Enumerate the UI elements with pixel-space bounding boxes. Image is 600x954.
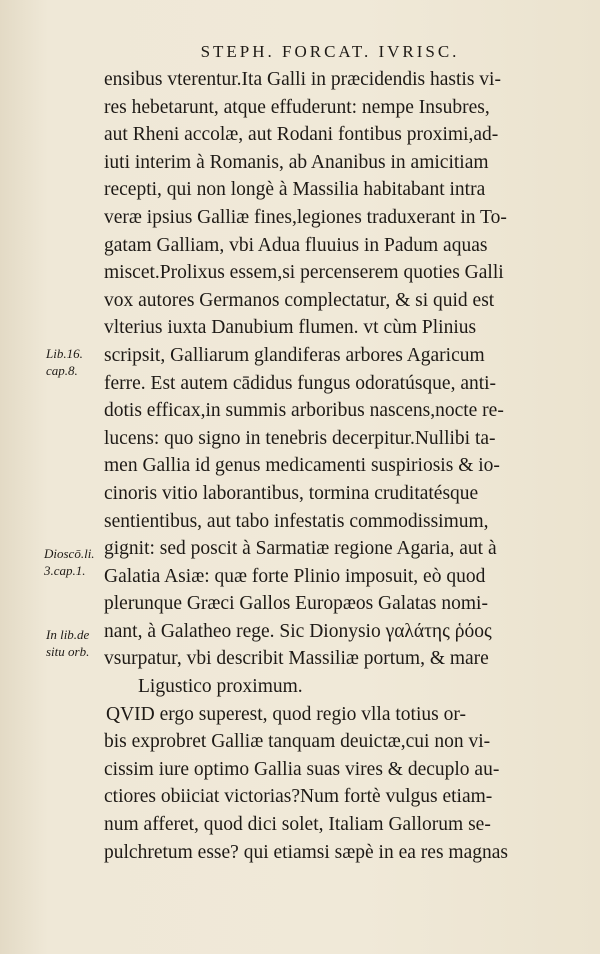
paragraph-start: QVID ergo superest, quod regio vlla totius or- [106,703,466,725]
text-line: pulchretum esse? qui etiamsi sæpè in ea res magnas [104,841,508,863]
text-line: ensibus vterentur.Ita Galli in præcidendis hastis vi- [104,69,501,90]
text-line: recepti, qui non longè à Massilia habitabant intra [104,179,486,201]
text-line: lucens: quo signo in tenebris decerpitur.Nullibi ta- [104,427,496,449]
main-text [104,66,574,866]
text-line: bis exprobret Galliæ tanquam deuictæ,cui non vi- [104,731,491,753]
text-line: vsurpatur, vbi describit Massiliæ portum, & mare [104,648,489,670]
text-line: nant, à Galatheo rege. Sic Dionysio γαλάτης ῥόος [104,620,492,642]
text-line: cinoris vitio laborantibus, tormina cruditatésque [104,482,479,504]
margin-note-plinius: Lib.16. cap.8. [46,346,83,378]
text-line: aut Rheni accolæ, aut Rodani fontibus proximi,ad- [104,124,499,146]
text-line: miscet.Prolixus essem,si percenserem quoties Galli [104,262,504,284]
text-line: sentientibus, aut tabo infestatis commodissimum, [104,510,489,532]
margin-note-dionysius: In lib.de situ orb. [46,627,90,659]
text-line: cissim iure optimo Gallia suas vires & decuplo au- [104,758,500,780]
text-line: vox autores Germanos complectatur, & si quid est [104,289,495,311]
text-line: num afferet, quod dici solet, Italiam Gallorum se- [104,814,491,836]
text-line: Ligustico proximum. [138,676,303,698]
margin-note-dioscorides: Dioscō.li. 3.cap.1. [44,546,95,578]
text-line: dotis efficax,in summis arboribus nascens,nocte re- [104,400,504,422]
text-line: gignit: sed poscit à Sarmatiæ regione Agaria, aut à [104,538,497,560]
running-head: STEPH. FORCAT. IVRISC. [200,42,460,61]
text-line: Galatia Asiæ: quæ forte Plinio imposuit, eò quod [104,565,486,587]
margin-notes [0,0,104,954]
text-line: scripsit, Galliarum glandiferas arbores Agaricum [104,344,485,366]
text-line: res hebetarunt, atque effuderunt: nempe Insubres, [104,96,490,118]
text-line: plerunque Græci Gallos Europæos Galatas nomi- [104,593,488,615]
text-line: vlterius iuxta Danubium flumen. vt cùm Plinius [104,317,477,339]
text-line: ctiores obiiciat victorias?Num fortè vulgus etiam- [104,786,493,808]
text-line: iuti interim à Romanis, ab Ananibus in amicitiam [104,151,489,173]
text-line: ferre. Est autem cādidus fungus odoratúsque, anti- [104,372,497,394]
text-line: veræ ipsius Galliæ fines,legiones traduxerant in To- [104,206,507,228]
text-line: gatam Galliam, vbi Adua fluuius in Padum aquas [104,234,488,256]
text-line: men Gallia id genus medicamenti suspiriosis & io- [104,455,500,477]
